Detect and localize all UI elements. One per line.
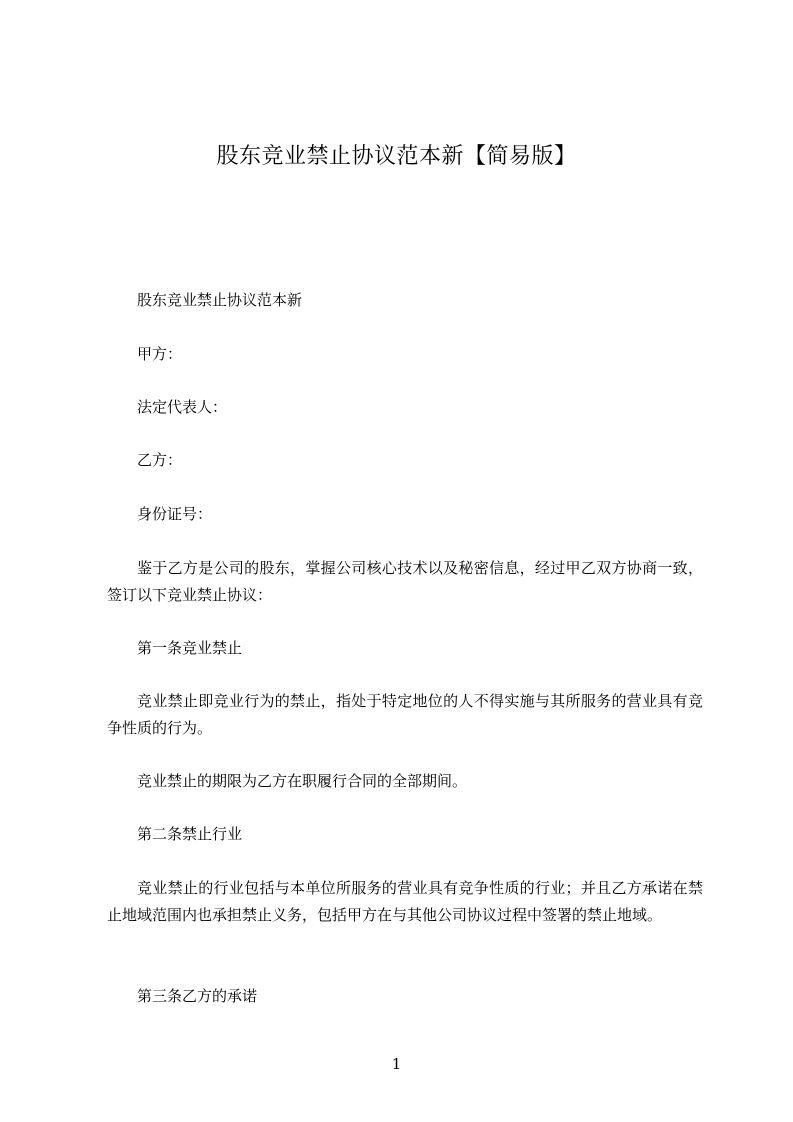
paragraph-party-a: 甲方：	[137, 345, 183, 363]
article-1-body: 竞业禁止即竞业行为的禁止，指处于特定地位的人不得实施与其所服务的营业具有竞争性质的行为。	[107, 692, 703, 737]
article-1-term: 竞业禁止的期限为乙方在职履行合同的全部期间。	[137, 772, 468, 790]
paragraph-legal-representative: 法定代表人：	[137, 398, 228, 416]
paragraph-id-number: 身份证号：	[137, 505, 213, 523]
page-number: 1	[391, 1055, 402, 1073]
paragraph-party-b: 乙方：	[137, 451, 183, 469]
paragraph-subtitle: 股东竞业禁止协议范本新	[137, 291, 303, 309]
article-2-body: 竞业禁止的行业包括与本单位所服务的营业具有竞争性质的行业；并且乙方承诺在禁止地域范围内也承担禁止义务，包括甲方在与其他公司协议过程中签署的禁止地域。	[107, 879, 703, 924]
article-1-heading: 第一条竞业禁止	[137, 639, 243, 657]
article-2-heading: 第二条禁止行业	[137, 825, 243, 843]
article-3-heading: 第三条乙方的承诺	[137, 987, 258, 1005]
document-title: 股东竞业禁止协议范本新【简易版】	[216, 144, 577, 169]
paragraph-preamble: 鉴于乙方是公司的股东，掌握公司核心技术以及秘密信息，经过甲乙双方协商一致，签订以下竞业禁止协议：	[107, 559, 703, 604]
